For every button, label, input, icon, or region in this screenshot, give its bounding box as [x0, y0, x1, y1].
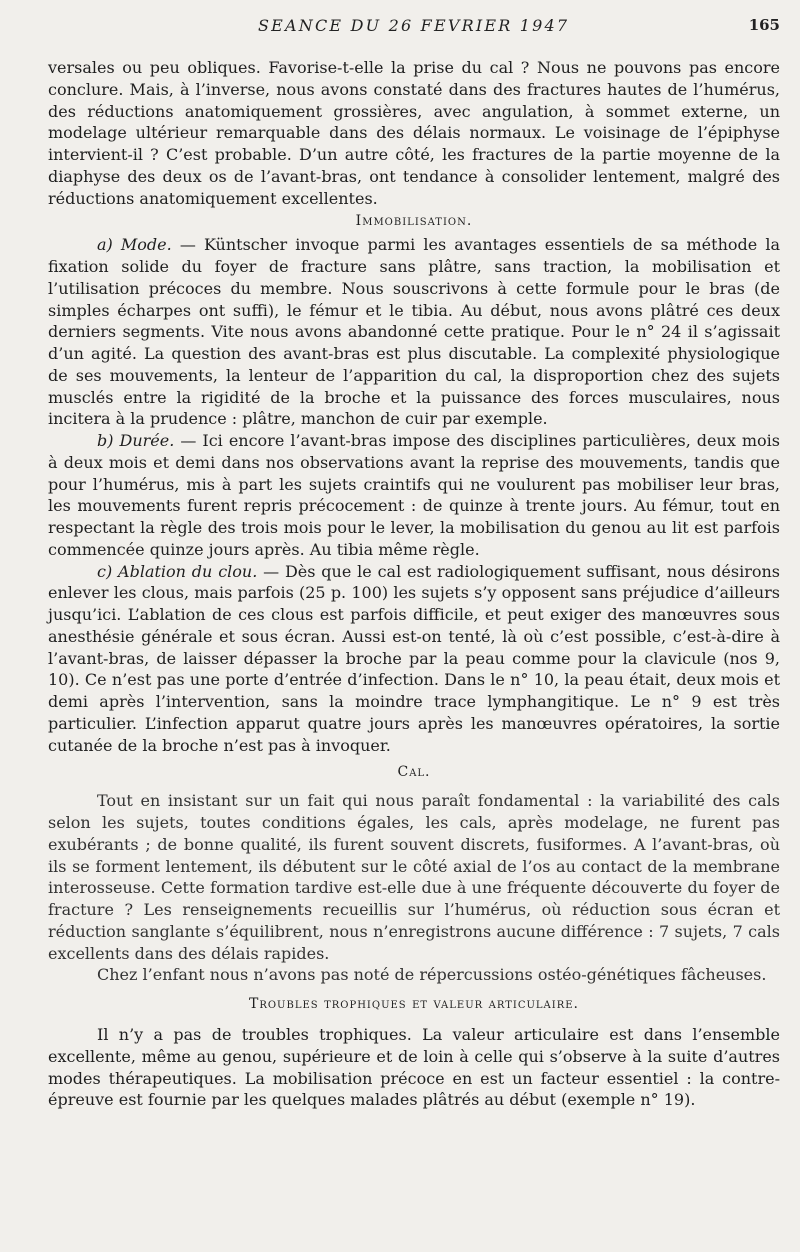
page-header	[48, 16, 780, 40]
paragraph-mode	[48, 234, 780, 430]
paragraph-cal-1: Tout en insistant sur un fait qui nous paraît fondamental : la variabilité des cals selon les sujets, toutes conditions égales, les cals, après modelage, ne furent pas exubérants ; de bonne qualité, ils furent souvent discrets, fusiformes. A l’avant-bras, où ils se forment lentement, ils débutent sur le côté axial de l’os au contact de la membrane interosseuse. Cette formation tardive est-elle due à une fréquente découverte du foyer de fracture ? Les renseignements recueillis sur l’humérus, où réduction sous écran et réduction sanglante s’équilibrent, nous n’enregistrons aucune différence : 7 sujets, 7 cals excellents dans des délais rapides.	[48, 791, 780, 963]
paragraph-ablation	[48, 561, 780, 757]
text-ablation: — Dès que le cal est radiologiquement suffisant, nous désirons enlever les clous, mais parfois (25 p. 100) les sujets s’y opposent sans préjudice d’ailleurs jusqu’ici. L’ablation de ces clous est parfois difficile, et peut exiger des manœuvres sous anesthésie générale et sous écran. Aussi est-on tenté, là où c’est possible, c’est-à-dire à l’avant-bras, de laisser dépasser la broche par la peau comme pour la clavicule (nos 9, 10). Ce n’est pas une porte d’entrée d’infection. Dans le n° 10, la peau était, deux mois et demi après l’intervention, sans la moindre trace lymphangitique. Le n° 9 est très particulier. L’infection apparut quatre jours après les manœuvres opératoires, la sortie cutanée de la broche n’est pas à invoquer.	[48, 561, 781, 755]
article-body	[48, 57, 780, 1111]
text-duree: — Ici encore l’avant-bras impose des disciplines particulières, deux mois à deux mois et demi dans nos observations avant la reprise des mouvements, tandis que pour l’humérus, mis à part les sujets craintifs qui ne voulurent pas mobiliser leur bras, les mouvements furent repris précocement : de quinze à trente jours. Au fémur, tout en respectant la règle des trois mois pour le lever, la mobilisation du genou au lit est parfois commencée quinze jours après. Au tibia même règle.	[48, 431, 781, 559]
paragraph-duree	[48, 430, 780, 561]
paragraph-cal-2: Chez l’enfant nous n’avons pas noté de répercussions ostéo-génétiques fâcheuses.	[97, 965, 767, 985]
page-number: 165	[748, 16, 780, 34]
heading-cal: Cal.	[397, 764, 431, 781]
running-head: SEANCE DU 26 FEVRIER 1947	[258, 16, 570, 35]
heading-immobilisation: Immobilisation.	[355, 213, 473, 230]
paragraph-troubles: Il n’y a pas de troubles trophiques. La valeur articulaire est dans l’ensemble excellente, même au genou, supérieure et de loin à celle qui s’observe à la suite d’autres modes thérapeutiques. La mobilisation précoce en est un facteur essentiel : la contre-épreuve est fournie par les quelques malades plâtrés au début (exemple n° 19).	[48, 1025, 780, 1110]
journal-page	[48, 0, 780, 1252]
heading-troubles: Troubles trophiques et valeur articulaire.	[248, 996, 579, 1012]
label-ablation: c) Ablation du clou.	[97, 561, 258, 581]
label-mode: a) Mode.	[97, 235, 172, 255]
intro-paragraph: versales ou peu obliques. Favorise-t-elle la prise du cal ? Nous ne pouvons pas encore conclure. Mais, à l’inverse, nous avons constaté dans des fractures hautes de l’humérus, des réductions anatomiquement grossières, avec angulation, à sommet externe, un modelage ultérieur remarquable dans des délais normaux. Le voisinage de l’épiphyse intervient-il ? C’est probable. D’un autre côté, les fractures de la partie moyenne de la diaphyse des deux os de l’avant-bras, ont tendance à consolider lentement, malgré des réductions anatomiquement excellentes.	[48, 58, 780, 208]
label-duree: b) Durée.	[97, 431, 175, 450]
text-mode: — Küntscher invoque parmi les avantages essentiels de sa méthode la fixation solide du foyer de fracture sans plâtre, sans traction, la mobilisation et l’utilisation précoces du membre. Nous souscrivons à cette formule pour le bras (de simples écharpes ont suffi), le fémur et le tibia. Au début, nous avons plâtré ces deux derniers segments. Vite nous avons abandonné cette pratique. Pour le n° 24 il s’agissait d’un agité. La question des avant-bras est plus discutable. La complexité physiologique de ses mouvements, la lenteur de l’apparition du cal, la disproportion chez des sujets musclés entre la rigidité de la broche et la puissance des forces musculaires, nous incitera à la prudence : plâtre, manchon de cuir par exemple.	[48, 235, 780, 429]
